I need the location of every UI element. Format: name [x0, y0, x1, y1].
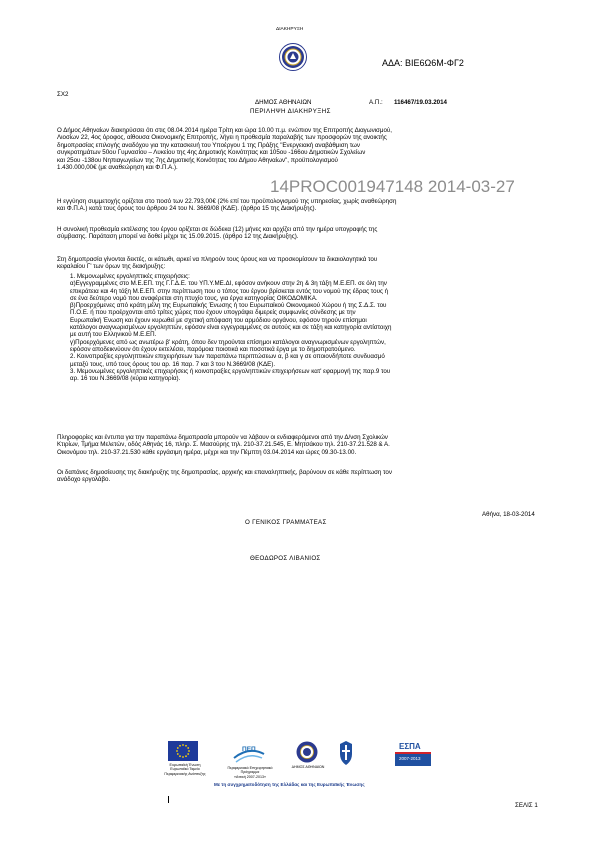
- eu-caption-line: Περιφερειακής Ανάπτυξης: [164, 771, 206, 776]
- municipality-emblem-icon: [279, 43, 307, 71]
- espa-years: 2007-2013: [399, 756, 421, 761]
- intro-line: Ο Δήμος Αθηναίων διακηρύσσει ότι στις 08.04.2014 ημέρα Τρίτη και ώρα 10.00 π.μ. ενώπιον της Επιτροπής Διαγωνισμού,: [57, 127, 392, 134]
- cofunding-note: Με τη συγχρηματοδότηση της Ελλάδας και της Ευρωπαϊκής Ένωσης: [214, 782, 365, 787]
- information-line: Κτιρίων, Τμήμα Μελετών, οδός Αθηνάς 16, πληρ. Σ. Μασούρης τηλ. 210-37.21.545, Ε. Μητσάκου τηλ. 210-37.21.528 & Α.: [57, 441, 390, 449]
- eligibility-line: Στη δημοπρασία γίνονται δεκτές, οι κάτωθι, αρκεί να πληρούν τους όρους και να προσκομίσουν τα δικαιολογητικά του: [57, 256, 378, 263]
- municipality-footer-emblem-icon: [296, 741, 318, 763]
- deadline-line: σύμβασης. Παράταση μπορεί να δοθεί μέχρι τις 15.09.2015. (άρθρο 12 της Διακήρυξης).: [57, 233, 299, 241]
- page-number: ΣΕΛΙΣ 1: [515, 802, 538, 809]
- list-item: Ευρωπαϊκή Ένωση και έχουν κυρωθεί με σχετική απόφαση του αρμόδιου οργάνου, εφόσον τηρούν επίσημοι: [70, 316, 367, 324]
- list-item: α)Εγγεγραμμένες στο Μ.Ε.ΕΠ. της Γ.Γ.Δ.Ε. του ΥΠ.Υ.ΜΕ.ΔΙ, εφόσον ανήκουν στην 2η & 3η τάξη Μ.Ε.ΕΠ. σε όλη την: [70, 280, 387, 288]
- place-date: Αθήνα, 18-03-2014: [482, 511, 535, 518]
- deadline-line: Η συνολική προθεσμία εκτέλεσης του έργου ορίζεται σε δώδεκα (12) μήνες και αρχίζει από την ημέρα υπογραφής της: [57, 226, 378, 233]
- information-line: Οικονόμου τηλ. 210-37.21.530 κάθε εργάσιμη ημέρα, μέχρι και την Πέμπτη 03.04.2014 και ώρες 09.30-13.00.: [57, 448, 357, 456]
- guarantee-paragraph: [57, 198, 537, 213]
- list-item: μεταξύ τους, υπό τους όρους του αρ. 16 παρ. 7 και 3 του Ν.3669/08 (ΚΔΕ).: [70, 360, 276, 368]
- eligibility-paragraph: [57, 256, 537, 271]
- publication-line: ανάδοχο εργολάβο.: [57, 476, 111, 484]
- intro-line: Λιοσίων 22, 4ος όροφος, αίθουσα Οικονομικής Επιτροπής, λήγει η προθεσμία παραλαβής των προσφορών της ανοικτής: [57, 134, 387, 142]
- deadline-paragraph: [57, 226, 537, 241]
- list-item: με αυτή του Ελληνικού Μ.Ε.ΕΠ.: [70, 331, 157, 339]
- information-line: Πληροφορίες και έντυπα για την παραπάνω δημοπρασία μπορούν να λάβουν οι ενδιαφερόμενοι από την Δ/νση Σχολικών: [57, 434, 388, 441]
- eu-caption-line: Ευρωπαϊκή Ένωση: [169, 763, 201, 767]
- list-item: β)Προερχόμενες από κράτη μέλη της Ευρωπαϊκής Ένωσης ή του Ευρωπαϊκού Οικονομικού Χώρου ή της Σ.Δ.Σ. του: [70, 302, 387, 310]
- intro-line: δημοπρασίας επιλογής αναδόχου για την κατασκευή του Υποέργου 1 της Πράξης "Ενεργειακή αναβάθμιση των: [57, 141, 360, 149]
- list-item: κατάλογοι αναγνωρισμένων εργοληπτών, εφόσον είναι εγγεγραμμένες σε αυτούς και σε τάξη και κατηγορία αντίστοιχη: [70, 324, 392, 332]
- signer-name: ΘΕΟΔΩΡΟΣ ΛΙΒΑΝΙΟΣ: [250, 555, 321, 562]
- eu-caption-line: Ευρωπαϊκό Ταμείο: [170, 767, 200, 772]
- guarantee-line: και Φ.Π.Α.) κατά τους όρους του άρθρου 24 του Ν. 3669/08 (ΚΔΕ). (άρθρο 15 της Διακήρυξης).: [57, 205, 317, 213]
- pep-logo-text: ΠΕΠ: [242, 746, 256, 753]
- list-item: αρ. 16 του Ν.3669/08 (κύρια κατηγορία).: [70, 375, 181, 383]
- publication-line: Οι δαπάνες δημοσίευσης της διακήρυξης της δημοπρασίας, αρχικής και επαναληπτικής, βαρύνουν σε κάθε περίπτωση τον: [57, 469, 392, 476]
- header-top-label: ΔΙΑΚΗΡΥΞΗ: [276, 27, 304, 32]
- signer-title: Ο ΓΕΝΙΚΟΣ ΓΡΑΜΜΑΤΕΑΣ: [245, 519, 327, 526]
- information-paragraph: [57, 434, 537, 456]
- pep-caption: [220, 766, 280, 779]
- eu-caption: [160, 763, 210, 776]
- pep-caption-line: «Αττική 2007-2013»: [233, 774, 266, 779]
- list-item: σε ένα δεύτερο νομό που αναφέρεται στη πτυχίο τους, για έργα κατηγορίας ΟΙΚΟΔΟΜΙΚΑ.: [70, 294, 318, 302]
- list-item: γ)Προερχόμενες από ως ανωτέρω β' κράτη, όπου δεν τηρούνται επίσημοι κατάλογοι αναγνωρισμένων εργοληπτών,: [70, 338, 386, 346]
- list-item: 2. Κοινοπραξίες εργοληπτικών επιχειρήσεων των παραπάνω περιπτώσεων α, β και γ σε οποιονδήποτε συνδυασμό: [70, 353, 385, 361]
- municipality-caption: ΔΗΜΟΣ ΑΘΗΝΑΙΩΝ: [291, 765, 325, 769]
- eu-flag-icon: [168, 741, 198, 761]
- sx-code: ΣΧ2: [57, 91, 69, 98]
- list-item: Π.Ο.Ε. ή που προέρχονται από τρίτες χώρες που έχουν υπογράψει διμερείς συμφωνίες σύνδεσης με την: [70, 309, 356, 317]
- municipality-name: ΔΗΜΟΣ ΑΘΗΝΑΙΩΝ: [255, 99, 312, 106]
- summary-title: ΠΕΡΙΛΗΨΗ ΔΙΑΚΗΡΥΞΗΣ: [250, 108, 331, 115]
- espa-logo-icon: [395, 742, 431, 766]
- eligibility-line: κεφαλαίου Γ' των όρων της διακήρυξης:: [57, 263, 166, 271]
- pep-caption-line: Περιφερειακό Επιχειρησιακό Πρόγραμμα: [227, 766, 273, 775]
- pep-logo-icon: [232, 744, 266, 766]
- protocol-value: 116467/19.03.2014: [394, 99, 447, 106]
- registration-watermark: 14PROC001947148 2014-03-27: [270, 177, 515, 196]
- list-item: 1. Μεμονωμένες εργοληπτικές επιχειρήσεις:: [70, 273, 190, 280]
- intro-line: 1.430.000,00€ (με αναθεώρηση και Φ.Π.Α.).: [57, 164, 178, 172]
- footer-marker: [168, 796, 169, 803]
- espa-logo-text: ΕΣΠΑ: [399, 742, 421, 751]
- intro-paragraph: [57, 127, 537, 171]
- guarantee-line: Η εγγύηση συμμετοχής ορίζεται στο ποσό των 22.793,00€ (2% επί του προϋπολογισμού της υπηρεσίας, χωρίς αναθεώρηση: [57, 198, 397, 205]
- ada-code: ΑΔΑ: ΒΙΕ6Ω6Μ-ΦΓ2: [382, 58, 464, 68]
- publication-costs-paragraph: [57, 469, 537, 484]
- intro-line: και 25ου -138ου Νηπιαγωγείων της 7ης Δημοτικής Κοινότητας του Δήμου Αθηναίων", προϋπολογισμού: [57, 156, 338, 164]
- list-item: 3. Μεμονωμένες εργοληπτικές επιχειρήσεις ή κοινοπραξίες εργοληπτικών επιχειρήσεων κατ' εφαρμογή της παρ.9 του: [70, 367, 391, 375]
- greek-emblem-icon: [339, 740, 353, 766]
- list-item: εφόσον αποδεικνύουν ότι έχουν εκτελέσει, παρόμοια ποιοτικά και ποσοτικά έργα με το δημοπρατούμενο.: [70, 345, 356, 353]
- protocol-label: Α.Π.:: [369, 99, 383, 106]
- list-item: επικράτεια και 4η τάξη Μ.Ε.ΕΠ. στην περίπτωση που ο τόπος του έργου βρίσκεται εντός του νομού της έδρας τους ή: [70, 287, 389, 295]
- eligibility-list: [70, 273, 550, 382]
- intro-line: συγκροτημάτων 50ου Γυμνασίου – Λυκείου της 4ης Δημοτικής Κοινότητας και 105ου -166ου Δημοτικών Σχολείων: [57, 149, 366, 157]
